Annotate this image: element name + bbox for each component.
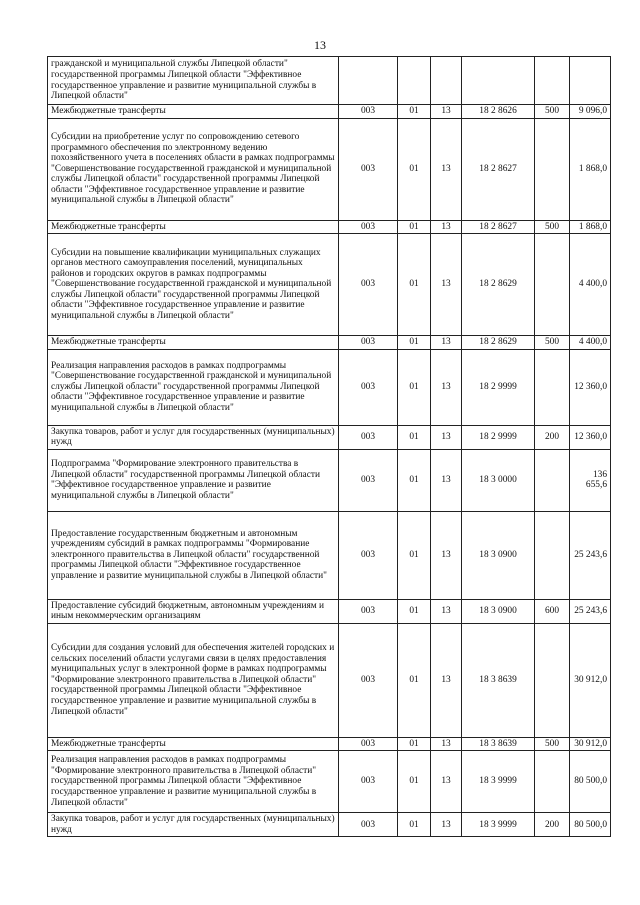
expense-name-cell: Субсидии для создания условий для обеспечения жителей городских и сельских поселений области услугами связи в целях предоставления муниципальных услуг в электронной форме в рамках подпрограммы "Формирование электронного правительства в Липецкой области" государственной программы Липецкой области "Эффективное государственное управление и развитие муниципальной службы в Липецкой области" bbox=[48, 623, 339, 737]
expense-name-cell: Межбюджетные трансферты bbox=[48, 336, 339, 350]
ministry-code-cell: 003 bbox=[339, 105, 398, 119]
table-row bbox=[48, 623, 611, 737]
section-code-cell: 01 bbox=[398, 737, 431, 751]
section-code-cell: 01 bbox=[398, 425, 431, 449]
subsection-code-cell: 13 bbox=[431, 349, 462, 425]
section-code-cell: 01 bbox=[398, 105, 431, 119]
subsection-code-cell: 13 bbox=[431, 813, 462, 837]
expense-type-cell: 200 bbox=[535, 813, 570, 837]
table-row bbox=[48, 105, 611, 119]
ministry-code-cell: 003 bbox=[339, 349, 398, 425]
subsection-code-cell: 13 bbox=[431, 751, 462, 813]
subsection-code-cell: 13 bbox=[431, 737, 462, 751]
section-code-cell bbox=[398, 57, 431, 105]
table-row bbox=[48, 118, 611, 220]
target-article-cell bbox=[462, 57, 535, 105]
section-code-cell: 01 bbox=[398, 623, 431, 737]
expense-name-cell: Предоставление государственным бюджетным и автономным учреждениям субсидий в рамках подпрограммы "Формирование электронного правительства в Липецкой области" государственной программы Липецкой области "Эффективное государственное управление и развитие муниципальной службы в Липецкой области" bbox=[48, 511, 339, 599]
table-row bbox=[48, 599, 611, 623]
section-code-cell: 01 bbox=[398, 813, 431, 837]
table-row bbox=[48, 57, 611, 105]
expense-type-cell bbox=[535, 118, 570, 220]
ministry-code-cell: 003 bbox=[339, 336, 398, 350]
expense-type-cell bbox=[535, 511, 570, 599]
target-article-cell: 18 2 8626 bbox=[462, 105, 535, 119]
target-article-cell: 18 2 9999 bbox=[462, 425, 535, 449]
expense-type-cell bbox=[535, 623, 570, 737]
target-article-cell: 18 3 0000 bbox=[462, 449, 535, 511]
amount-cell: 12 360,0 bbox=[570, 349, 611, 425]
section-code-cell: 01 bbox=[398, 220, 431, 234]
target-article-cell: 18 2 8629 bbox=[462, 336, 535, 350]
target-article-cell: 18 3 8639 bbox=[462, 737, 535, 751]
target-article-cell: 18 3 0900 bbox=[462, 511, 535, 599]
ministry-code-cell: 003 bbox=[339, 737, 398, 751]
table-row bbox=[48, 220, 611, 234]
section-code-cell: 01 bbox=[398, 234, 431, 336]
expense-type-cell bbox=[535, 349, 570, 425]
expense-type-cell: 500 bbox=[535, 105, 570, 119]
page-number: 13 bbox=[314, 38, 326, 52]
table-row bbox=[48, 234, 611, 336]
expense-name-cell: Реализация направления расходов в рамках подпрограммы "Формирование электронного правительства в Липецкой области" государственной программы Липецкой области "Эффективное государственное управление и развитие муниципальной службы в Липецкой области" bbox=[48, 751, 339, 813]
expense-name-cell: Предоставление субсидий бюджетным, автономным учреждениям и иным некоммерческим организациям bbox=[48, 599, 339, 623]
amount-cell: 12 360,0 bbox=[570, 425, 611, 449]
expense-name-cell: Закупка товаров, работ и услуг для государственных (муниципальных) нужд bbox=[48, 813, 339, 837]
expense-type-cell bbox=[535, 449, 570, 511]
table-row bbox=[48, 737, 611, 751]
expense-name-cell: Закупка товаров, работ и услуг для государственных (муниципальных) нужд bbox=[48, 425, 339, 449]
ministry-code-cell: 003 bbox=[339, 425, 398, 449]
expense-name-cell: Субсидии на повышение квалификации муниципальных служащих органов местного самоуправления поселений, муниципальных районов и городских округов в рамках подпрограммы "Совершенствование государственной гражданской и муниципальной службы Липецкой области" государственной программы Липецкой области "Эффективное государственное управление и развитие муниципальной службы в Липецкой области" bbox=[48, 234, 339, 336]
subsection-code-cell bbox=[431, 57, 462, 105]
expense-name-cell: Межбюджетные трансферты bbox=[48, 220, 339, 234]
table-row bbox=[48, 813, 611, 837]
expense-type-cell: 600 bbox=[535, 599, 570, 623]
ministry-code-cell: 003 bbox=[339, 449, 398, 511]
ministry-code-cell: 003 bbox=[339, 220, 398, 234]
target-article-cell: 18 3 8639 bbox=[462, 623, 535, 737]
amount-cell: 9 096,0 bbox=[570, 105, 611, 119]
ministry-code-cell bbox=[339, 57, 398, 105]
ministry-code-cell: 003 bbox=[339, 751, 398, 813]
expense-type-cell bbox=[535, 234, 570, 336]
amount-cell: 30 912,0 bbox=[570, 623, 611, 737]
subsection-code-cell: 13 bbox=[431, 425, 462, 449]
expense-type-cell: 500 bbox=[535, 737, 570, 751]
amount-cell: 80 500,0 bbox=[570, 751, 611, 813]
target-article-cell: 18 3 9999 bbox=[462, 813, 535, 837]
target-article-cell: 18 3 0900 bbox=[462, 599, 535, 623]
subsection-code-cell: 13 bbox=[431, 336, 462, 350]
amount-cell: 80 500,0 bbox=[570, 813, 611, 837]
expense-type-cell: 500 bbox=[535, 220, 570, 234]
section-code-cell: 01 bbox=[398, 349, 431, 425]
ministry-code-cell: 003 bbox=[339, 813, 398, 837]
expense-name-cell: Межбюджетные трансферты bbox=[48, 105, 339, 119]
amount-cell: 25 243,6 bbox=[570, 599, 611, 623]
target-article-cell: 18 3 9999 bbox=[462, 751, 535, 813]
amount-cell: 4 400,0 bbox=[570, 336, 611, 350]
amount-cell: 1 868,0 bbox=[570, 220, 611, 234]
expense-name-cell: Реализация направления расходов в рамках подпрограммы "Совершенствование государственной гражданской и муниципальной службы Липецкой области" государственной программы Липецкой области "Эффективное государственное управление и развитие муниципальной службы в Липецкой области" bbox=[48, 349, 339, 425]
subsection-code-cell: 13 bbox=[431, 220, 462, 234]
subsection-code-cell: 13 bbox=[431, 511, 462, 599]
subsection-code-cell: 13 bbox=[431, 234, 462, 336]
section-code-cell: 01 bbox=[398, 511, 431, 599]
target-article-cell: 18 2 8627 bbox=[462, 220, 535, 234]
table-row bbox=[48, 449, 611, 511]
table-row bbox=[48, 425, 611, 449]
ministry-code-cell: 003 bbox=[339, 234, 398, 336]
table-row bbox=[48, 336, 611, 350]
ministry-code-cell: 003 bbox=[339, 623, 398, 737]
expense-type-cell: 500 bbox=[535, 336, 570, 350]
target-article-cell: 18 2 8629 bbox=[462, 234, 535, 336]
subsection-code-cell: 13 bbox=[431, 623, 462, 737]
ministry-code-cell: 003 bbox=[339, 599, 398, 623]
subsection-code-cell: 13 bbox=[431, 449, 462, 511]
section-code-cell: 01 bbox=[398, 118, 431, 220]
section-code-cell: 01 bbox=[398, 599, 431, 623]
table-row bbox=[48, 751, 611, 813]
expense-name-cell: Субсидии на приобретение услуг по сопровождению сетевого программного обеспечения по электронному ведению похозяйственного учета в поселениях области в рамках подпрограммы "Совершенствование государственной гражданской и муниципальной службы Липецкой области" государственной программы Липецкой области "Эффективное государственное управление и развитие муниципальной службы в Липецкой области" bbox=[48, 118, 339, 220]
amount-cell: 4 400,0 bbox=[570, 234, 611, 336]
budget-table bbox=[47, 56, 611, 837]
section-code-cell: 01 bbox=[398, 336, 431, 350]
ministry-code-cell: 003 bbox=[339, 118, 398, 220]
expense-name-cell: Подпрограмма "Формирование электронного правительства в Липецкой области" государственной программы Липецкой области "Эффективное государственное управление и развитие муниципальной службы в Липецкой области" bbox=[48, 449, 339, 511]
expense-type-cell bbox=[535, 751, 570, 813]
target-article-cell: 18 2 8627 bbox=[462, 118, 535, 220]
subsection-code-cell: 13 bbox=[431, 105, 462, 119]
section-code-cell: 01 bbox=[398, 449, 431, 511]
expense-name-cell: гражданской и муниципальной службы Липецкой области" государственной программы Липецкой области "Эффективное государственное управление и развитие муниципальной службы в Липецкой области" bbox=[48, 57, 339, 105]
section-code-cell: 01 bbox=[398, 751, 431, 813]
amount-cell: 1 868,0 bbox=[570, 118, 611, 220]
table-row bbox=[48, 511, 611, 599]
amount-cell bbox=[570, 57, 611, 105]
amount-cell: 136 655,6 bbox=[570, 449, 611, 511]
budget-table-body bbox=[48, 57, 611, 837]
table-row bbox=[48, 349, 611, 425]
amount-cell: 25 243,6 bbox=[570, 511, 611, 599]
expense-name-cell: Межбюджетные трансферты bbox=[48, 737, 339, 751]
subsection-code-cell: 13 bbox=[431, 599, 462, 623]
subsection-code-cell: 13 bbox=[431, 118, 462, 220]
ministry-code-cell: 003 bbox=[339, 511, 398, 599]
expense-type-cell bbox=[535, 57, 570, 105]
target-article-cell: 18 2 9999 bbox=[462, 349, 535, 425]
amount-cell: 30 912,0 bbox=[570, 737, 611, 751]
expense-type-cell: 200 bbox=[535, 425, 570, 449]
